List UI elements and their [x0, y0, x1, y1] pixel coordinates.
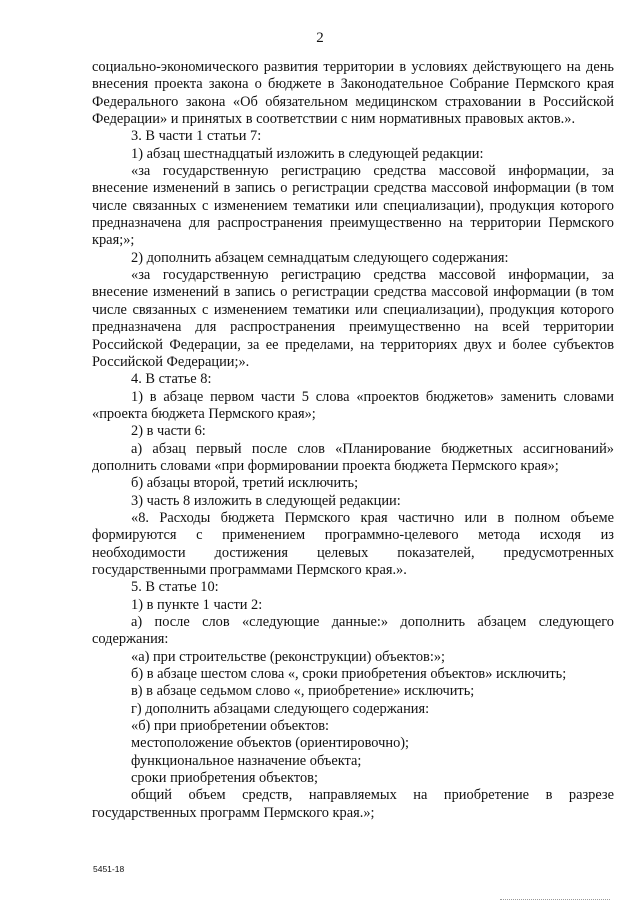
paragraph: 1) абзац шестнадцатый изложить в следующей редакции: [131, 145, 484, 162]
paragraph: 1) в пункте 1 части 2: [131, 596, 263, 613]
paragraph: «за государственную регистрацию средства массовой информации, за внесение изменений в запись о регистрации средства массовой информации (в том числе связанных с изменением тематики или специализации), продукция которого предназначена для распространения преимущественно на всей территории Российской Федерации, за ее пределами, на территориях двух и более субъектов Российской Федерации;». [92, 267, 614, 370]
paragraph: 3. В части 1 статьи 7: [131, 128, 262, 145]
paragraph: г) дополнить абзацами следующего содержания: [131, 700, 430, 717]
paragraph: социально-экономического развития территории в условиях действующего на день внесения проекта закона о бюджете в Законодательное Собрание Пермского края Федерального закона «Об обязательном медицинском страховании в Российской Федерации» и принятых в соответствии с ним нормативных правовых актов.». [92, 59, 614, 128]
paragraph: 2) дополнить абзацем семнадцатым следующего содержания: [131, 249, 509, 266]
scan-edge-mark [500, 899, 610, 901]
paragraph: 5. В статье 10: [131, 579, 219, 596]
paragraph: а) абзац первый после слов «Планирование бюджетных ассигнований» дополнить словами «при формировании проекта бюджета Пермского края»; [92, 440, 614, 474]
paragraph: 4. В статье 8: [131, 371, 212, 388]
paragraph: 2) в части 6: [131, 423, 206, 440]
paragraph: «за государственную регистрацию средства массовой информации, за внесение изменений в запись о регистрации средства массовой информации (в том числе связанных с изменением тематики или специализации), продукция которого предназначена для распространения преимущественно на территории Пермского края;»; [92, 163, 614, 249]
paragraph: функциональное назначение объекта; [131, 752, 362, 769]
paragraph: 1) в абзаце первом части 5 слова «проектов бюджетов» заменить словами «проекта бюджета Пермского края»; [92, 388, 614, 422]
paragraph: «8. Расходы бюджета Пермского края частично или в полном объеме формируются с применением программно-целевого метода исходя из необходимости достижения целевых показателей, предусмотренных государственными программами Пермского края.». [92, 509, 614, 578]
paragraph: «б) при приобретении объектов: [131, 718, 330, 735]
paragraph: «а) при строительстве (реконструкции) объектов:»; [131, 648, 446, 665]
paragraph: местоположение объектов (ориентировочно); [131, 735, 410, 752]
paragraph: а) после слов «следующие данные:» дополнить абзацем следующего содержания: [92, 614, 614, 648]
paragraph: 3) часть 8 изложить в следующей редакции: [131, 492, 401, 509]
document-body [92, 59, 614, 822]
paragraph: в) в абзаце седьмом слово «, приобретение» исключить; [131, 683, 475, 700]
paragraph: б) абзацы второй, третий исключить; [131, 475, 359, 492]
paragraph: сроки приобретения объектов; [131, 770, 318, 787]
page-number: 2 [316, 30, 324, 46]
document-code: 5451-18 [93, 864, 125, 874]
paragraph: б) в абзаце шестом слова «, сроки приобретения объектов» исключить; [131, 666, 567, 683]
paragraph: общий объем средств, направляемых на приобретение в разрезе государственных программ Пермского края.»; [92, 787, 614, 821]
